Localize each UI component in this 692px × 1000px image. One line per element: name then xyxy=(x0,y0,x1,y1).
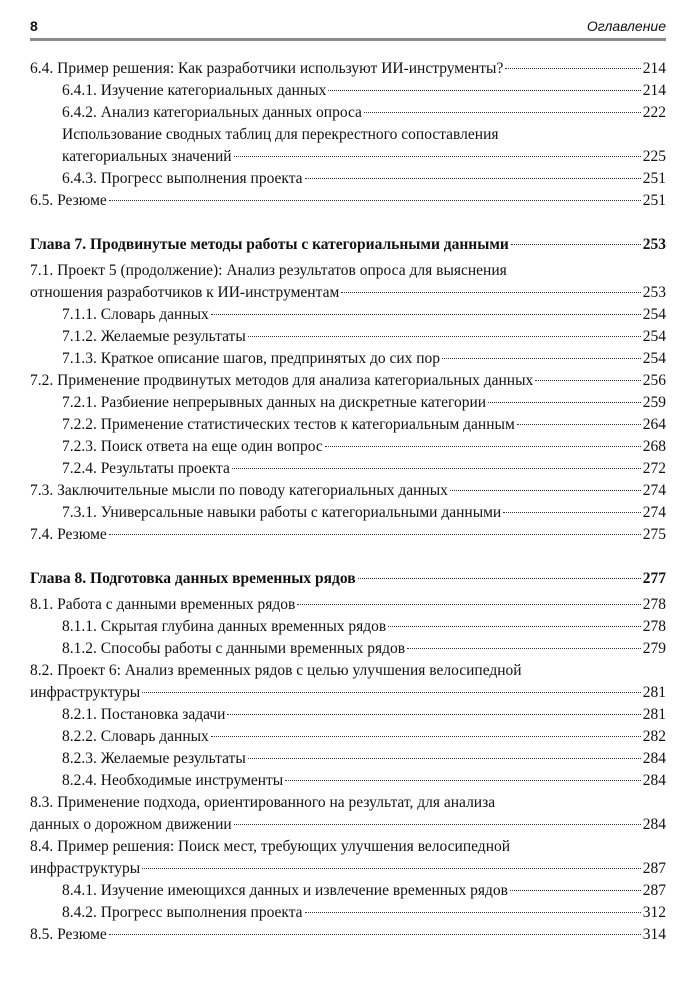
dot-leader xyxy=(325,446,641,447)
entry-title: 7.2. Применение продвинутых методов для анализа категориальных данных xyxy=(30,372,534,389)
chapter-title: Глава 8. Подготовка данных временных рядов xyxy=(30,570,356,587)
entry-page: 281 xyxy=(642,684,666,701)
entry-title: инфраструктуры xyxy=(30,860,141,877)
entry-title: 7.2.3. Поиск ответа на еще один вопрос xyxy=(62,438,323,455)
toc-entry xyxy=(30,814,666,836)
toc-entry xyxy=(30,880,666,902)
toc-entry xyxy=(30,726,666,748)
table-of-contents xyxy=(30,58,666,946)
entry-page: 272 xyxy=(642,460,666,477)
toc-entry xyxy=(30,326,666,348)
toc-entry xyxy=(30,704,666,726)
entry-title: 7.4. Резюме xyxy=(30,526,107,543)
entry-title: 6.4.2. Анализ категориальных данных опроса xyxy=(62,104,362,121)
dot-leader xyxy=(510,890,641,891)
dot-leader xyxy=(407,648,641,649)
toc-entry xyxy=(30,146,666,168)
toc-entry xyxy=(30,858,666,880)
toc-entry xyxy=(30,58,666,80)
entry-page: 259 xyxy=(642,394,666,411)
entry-page: 287 xyxy=(642,882,666,899)
toc-entry xyxy=(30,524,666,546)
running-title: Оглавление xyxy=(586,18,666,34)
toc-entry xyxy=(30,282,666,304)
entry-page: 284 xyxy=(642,816,666,833)
entry-title: отношения разработчиков к ИИ-инструментам xyxy=(30,284,340,301)
entry-page: 214 xyxy=(642,60,666,77)
entry-page: 275 xyxy=(642,526,666,543)
entry-title: 7.2.4. Результаты проекта xyxy=(62,460,230,477)
toc-entry xyxy=(30,770,666,792)
page-header xyxy=(30,16,666,41)
toc-entry xyxy=(30,392,666,414)
entry-title: 6.5. Резюме xyxy=(30,192,107,209)
toc-entry-line: Использование сводных таблиц для перекрестного сопоставления xyxy=(62,126,499,143)
entry-page: 251 xyxy=(642,170,666,187)
toc-entry xyxy=(30,168,666,190)
entry-page: 279 xyxy=(642,640,666,657)
entry-title: 8.4.2. Прогресс выполнения проекта xyxy=(62,904,303,921)
toc-entry xyxy=(30,638,666,660)
section-gap xyxy=(30,212,666,234)
entry-page: 254 xyxy=(642,350,666,367)
entry-title: 7.1.3. Краткое описание шагов, предпринятых до сих пор xyxy=(62,350,441,367)
dot-leader xyxy=(234,156,641,157)
entry-title: инфраструктуры xyxy=(30,684,141,701)
entry-title: 8.2.2. Словарь данных xyxy=(62,728,209,745)
entry-page: 281 xyxy=(642,706,666,723)
dot-leader xyxy=(285,780,641,781)
chapter-heading xyxy=(30,234,666,256)
dot-leader xyxy=(248,758,641,759)
toc-entry xyxy=(30,370,666,392)
toc-entry xyxy=(30,414,666,436)
entry-title: 8.2.1. Постановка задачи xyxy=(62,706,226,723)
toc-entry-line: 8.2. Проект 6: Анализ временных рядов с целью улучшения велосипедной xyxy=(30,662,522,679)
dot-leader xyxy=(142,692,641,693)
dot-leader xyxy=(297,604,640,605)
entry-page: 256 xyxy=(642,372,666,389)
entry-page: 268 xyxy=(642,438,666,455)
dot-leader xyxy=(305,178,641,179)
entry-page: 312 xyxy=(642,904,666,921)
entry-title: 6.4.1. Изучение категориальных данных xyxy=(62,82,327,99)
toc-entry xyxy=(30,436,666,458)
toc-entry xyxy=(30,682,666,704)
entry-page: 254 xyxy=(642,306,666,323)
entry-title: 7.1.2. Желаемые результаты xyxy=(62,328,246,345)
toc-entry xyxy=(30,80,666,102)
dot-leader xyxy=(248,336,641,337)
dot-leader xyxy=(341,292,640,293)
entry-page: 278 xyxy=(642,618,666,635)
dot-leader xyxy=(517,424,641,425)
entry-title: 8.5. Резюме xyxy=(30,926,107,943)
entry-page: 253 xyxy=(642,284,666,301)
toc-entry xyxy=(30,458,666,480)
chapter-page: 253 xyxy=(642,236,666,253)
dot-leader xyxy=(305,912,641,913)
toc-entry xyxy=(30,102,666,124)
entry-title: 8.2.4. Необходимые инструменты xyxy=(62,772,284,789)
chapter-title: Глава 7. Продвинутые методы работы с категориальными данными xyxy=(30,236,509,253)
entry-page: 225 xyxy=(642,148,666,165)
toc-entry-line: 7.1. Проект 5 (продолжение): Анализ результатов опроса для выяснения xyxy=(30,262,507,279)
entry-title: 6.4.3. Прогресс выполнения проекта xyxy=(62,170,303,187)
dot-leader xyxy=(109,200,641,201)
entry-title: категориальных значений xyxy=(62,148,232,165)
entry-title: 8.1. Работа с данными временных рядов xyxy=(30,596,296,613)
entry-title: 7.3. Заключительные мысли по поводу категориальных данных xyxy=(30,482,448,499)
dot-leader xyxy=(511,244,641,245)
toc-section xyxy=(30,546,666,946)
entry-page: 282 xyxy=(642,728,666,745)
dot-leader xyxy=(142,868,641,869)
entry-title: 8.2.3. Желаемые результаты xyxy=(62,750,246,767)
chapter-page: 277 xyxy=(642,570,666,587)
dot-leader xyxy=(505,68,640,69)
dot-leader xyxy=(535,380,640,381)
toc-entry xyxy=(30,190,666,212)
entry-page: 222 xyxy=(642,104,666,121)
entry-title: данных о дорожном движении xyxy=(30,816,232,833)
entry-page: 254 xyxy=(642,328,666,345)
toc-section xyxy=(30,58,666,212)
entry-title: 8.1.2. Способы работы с данными временных рядов xyxy=(62,640,406,657)
dot-leader xyxy=(328,90,640,91)
entry-page: 314 xyxy=(642,926,666,943)
entry-page: 274 xyxy=(642,504,666,521)
entry-title: 7.2.2. Применение статистических тестов к категориальным данным xyxy=(62,416,515,433)
toc-entry xyxy=(30,902,666,924)
toc-entry-line: 8.4. Пример решения: Поиск мест, требующих улучшения велосипедной xyxy=(30,838,511,855)
entry-title: 7.1.1. Словарь данных xyxy=(62,306,209,323)
toc-entry xyxy=(30,502,666,524)
toc-entry xyxy=(30,348,666,370)
dot-leader xyxy=(232,468,641,469)
dot-leader xyxy=(211,736,641,737)
entry-title: 7.3.1. Универсальные навыки работы с категориальными данными xyxy=(62,504,502,521)
entry-page: 214 xyxy=(642,82,666,99)
dot-leader xyxy=(211,314,641,315)
dot-leader xyxy=(388,626,641,627)
entry-page: 278 xyxy=(642,596,666,613)
toc-entry xyxy=(30,924,666,946)
dot-leader xyxy=(364,112,641,113)
toc-entry-line: 8.3. Применение подхода, ориентированного на результат, для анализа xyxy=(30,794,496,811)
chapter-heading xyxy=(30,568,666,590)
toc-entry xyxy=(30,616,666,638)
dot-leader xyxy=(234,824,641,825)
page-number: 8 xyxy=(30,18,38,34)
entry-title: 8.1.1. Скрытая глубина данных временных рядов xyxy=(62,618,387,635)
toc-entry xyxy=(30,480,666,502)
dot-leader xyxy=(442,358,641,359)
entry-page: 274 xyxy=(642,482,666,499)
dot-leader xyxy=(503,512,641,513)
toc-entry xyxy=(30,304,666,326)
toc-entry xyxy=(30,748,666,770)
dot-leader xyxy=(109,934,641,935)
entry-page: 284 xyxy=(642,772,666,789)
entry-title: 6.4. Пример решения: Как разработчики используют ИИ-инструменты? xyxy=(30,60,504,77)
entry-page: 264 xyxy=(642,416,666,433)
dot-leader xyxy=(358,578,641,579)
entry-page: 287 xyxy=(642,860,666,877)
dot-leader xyxy=(488,402,641,403)
toc-section xyxy=(30,212,666,546)
section-gap xyxy=(30,546,666,568)
dot-leader xyxy=(450,490,641,491)
toc-entry xyxy=(30,594,666,616)
entry-page: 284 xyxy=(642,750,666,767)
entry-title: 7.2.1. Разбиение непрерывных данных на дискретные категории xyxy=(62,394,487,411)
entry-title: 8.4.1. Изучение имеющихся данных и извлечение временных рядов xyxy=(62,882,508,899)
dot-leader xyxy=(227,714,640,715)
dot-leader xyxy=(109,534,641,535)
entry-page: 251 xyxy=(642,192,666,209)
